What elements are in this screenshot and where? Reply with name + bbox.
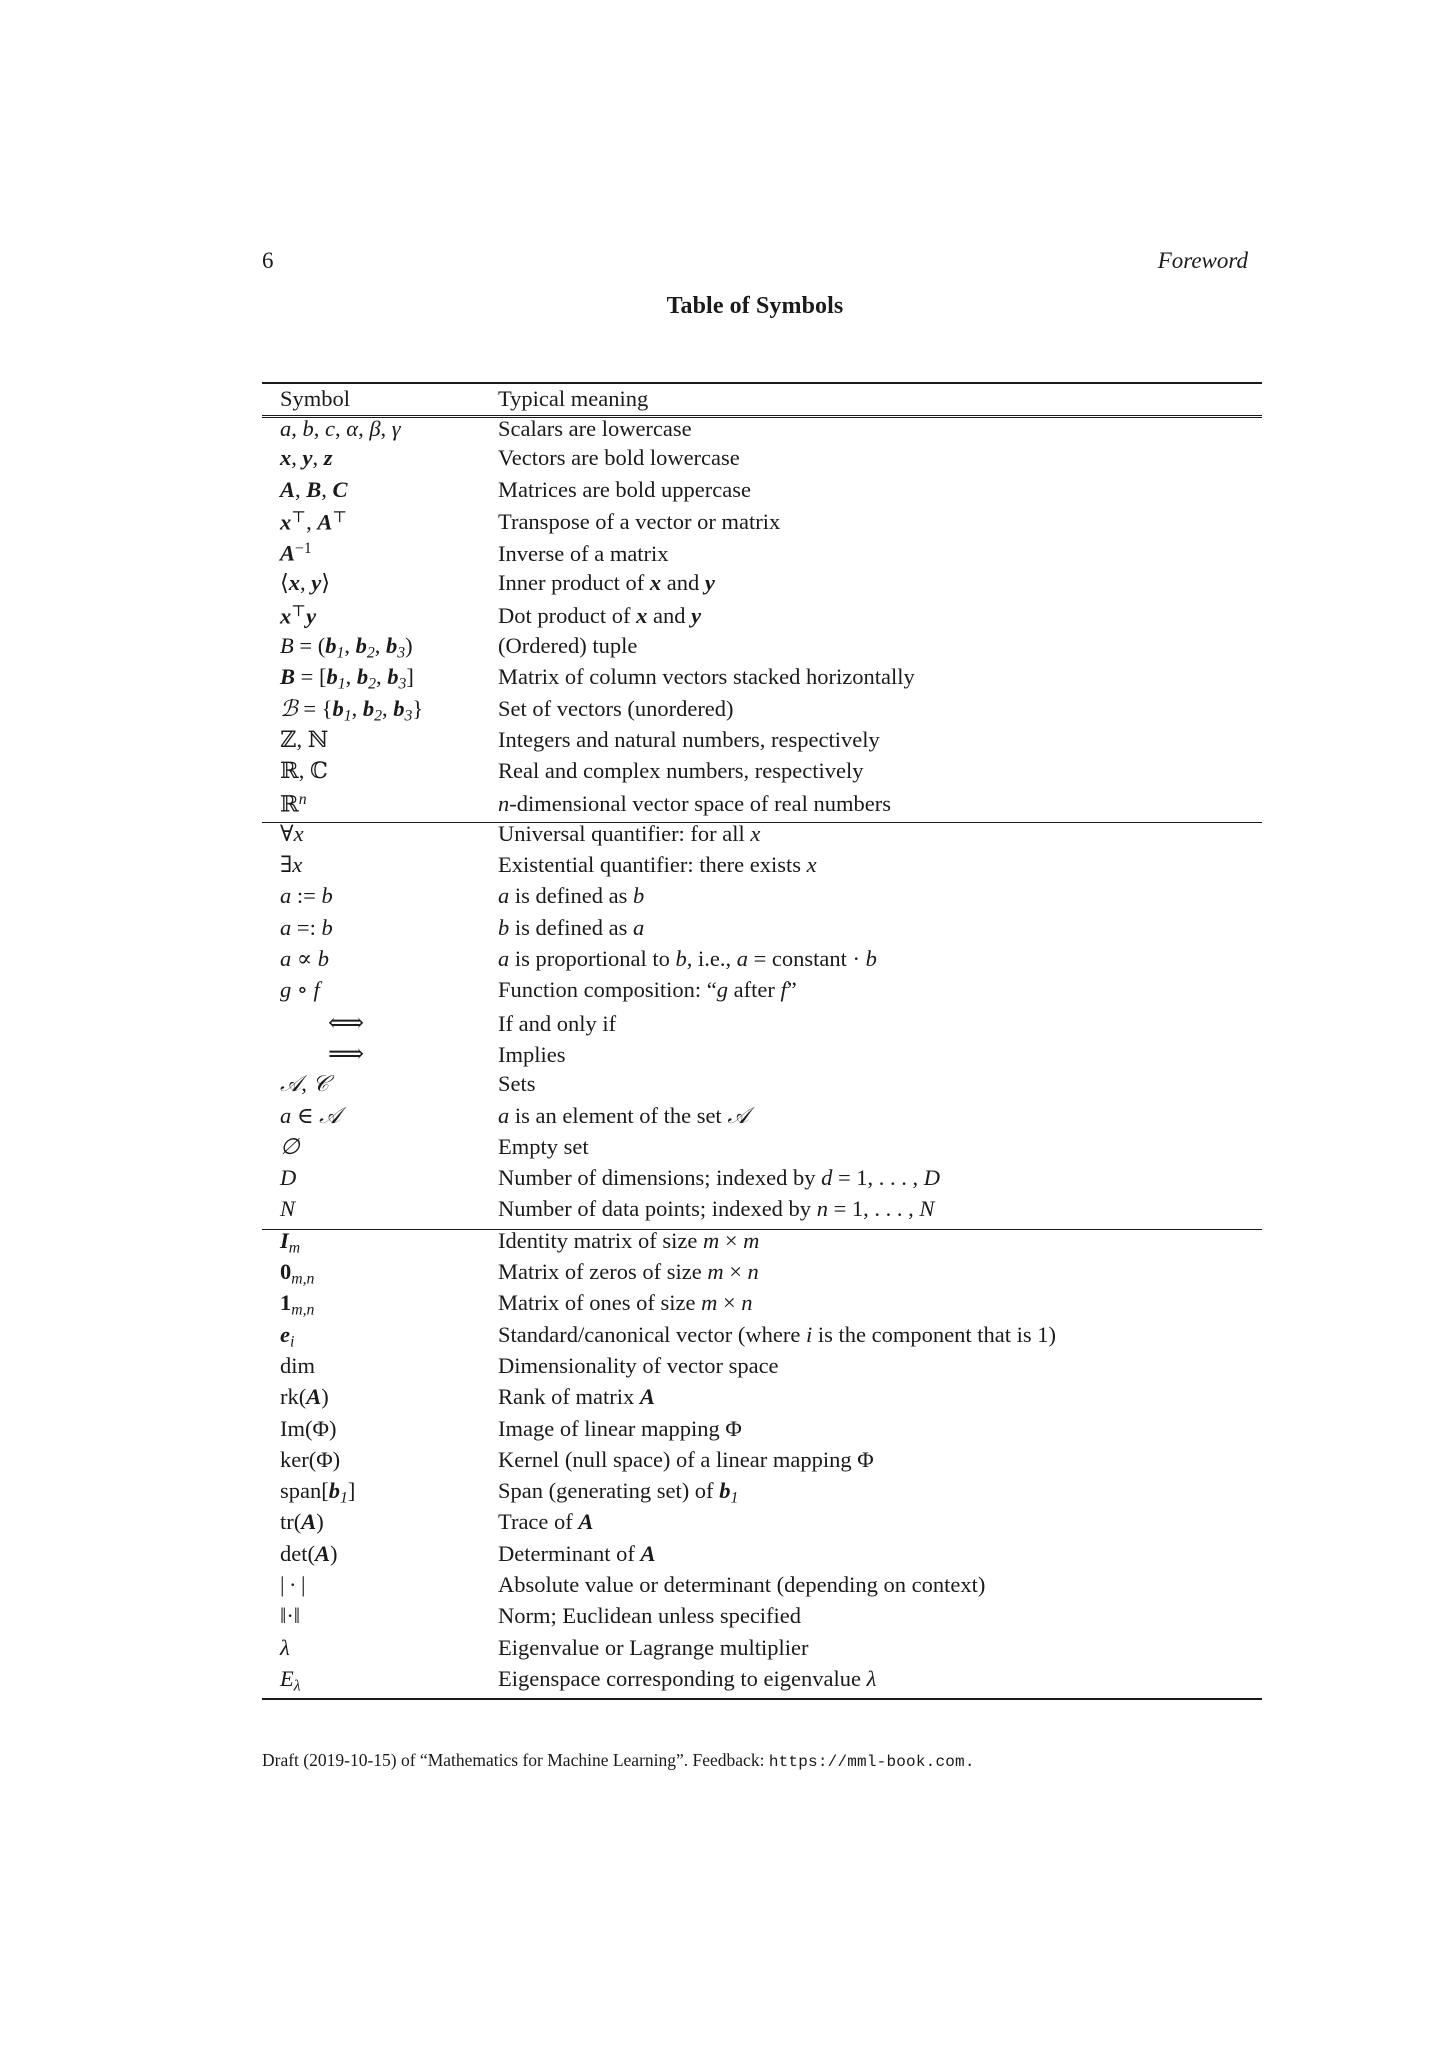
table-row [262, 1605, 1262, 1636]
meaning-cell: If and only if [498, 1010, 617, 1036]
table-row [262, 1355, 1262, 1386]
meaning-cell: Dimensionality of vector space [498, 1352, 779, 1378]
meaning-cell: Matrix of column vectors stacked horizontally [498, 664, 915, 690]
meaning-cell: Empty set [498, 1133, 589, 1159]
symbol-cell: D [280, 1165, 297, 1191]
symbol-cell: $span[b_1]$ [280, 1478, 356, 1507]
meaning-cell: a is defined as b [498, 883, 645, 909]
footer-text: Draft (2019-10-15) of “Mathematics for Machine Learning”. Feedback: [262, 1750, 769, 1770]
meaning-cell: Number of data points; indexed by n = 1, . . . , N [498, 1196, 935, 1222]
meaning-cell: Image of linear mapping Φ [498, 1415, 742, 1441]
meaning-cell: Integers and natural numbers, respectively [498, 726, 880, 752]
meaning-cell: b is defined as a [498, 914, 645, 940]
table-row [262, 760, 1262, 791]
meaning-cell: Scalars are lowercase [492, 416, 1262, 447]
table-row [262, 479, 1262, 510]
symbol-cell: ker(Φ) [280, 1446, 341, 1472]
symbol-cell: ∀x [262, 823, 492, 854]
table-row [262, 854, 1262, 885]
symbol-cell: ℝ$^n$ [280, 790, 307, 818]
meaning-cell: Trace of A [498, 1509, 594, 1535]
symbol-cell: tr(A) [280, 1509, 324, 1535]
table-bottom-rule [262, 1699, 1262, 1730]
meaning-cell: a is an element of the set 𝒜 [498, 1102, 749, 1129]
table-row [262, 1418, 1262, 1449]
meaning-cell: Eigenvalue or Lagrange multiplier [498, 1634, 809, 1660]
symbol-cell: ℬ = {$b_1$, $b_2$, $b_3$} [280, 695, 424, 725]
symbol-cell: A, B, C [280, 476, 348, 502]
meaning-cell: Dot product of x and y [498, 603, 702, 629]
table-row [262, 1136, 1262, 1167]
table-row [262, 1324, 1262, 1355]
meaning-cell: Set of vectors (unordered) [498, 695, 734, 721]
symbol-cell: ℝ, ℂ [280, 758, 328, 785]
meaning-cell: Number of dimensions; indexed by d = 1, . . . , D [498, 1165, 941, 1191]
meaning-cell: Standard/canonical vector (where i is the component that is 1) [498, 1321, 1056, 1347]
meaning-cell: Real and complex numbers, respectively [498, 758, 864, 784]
table-row [262, 885, 1262, 916]
page-footer [262, 1750, 975, 1771]
meaning-cell: Sets [498, 1071, 536, 1097]
meaning-cell: Identity matrix of size m × m [492, 1230, 1262, 1261]
column-header-symbol: Symbol [262, 383, 492, 416]
symbol-cell: $A^{-1}$ [280, 540, 312, 566]
symbol-cell: ⟺ [327, 1009, 365, 1037]
symbol-cell: $e_i$ [280, 1321, 295, 1351]
symbol-cell: a, b, c, α, β, γ [262, 416, 492, 447]
meaning-cell: Implies [498, 1041, 566, 1067]
symbol-cell: ⟨x, y⟩ [280, 570, 331, 596]
table-row [262, 979, 1262, 1010]
symbol-cell: Im(Φ) [280, 1415, 337, 1441]
table-row [262, 447, 1262, 478]
meaning-cell: (Ordered) tuple [498, 633, 638, 659]
meaning-cell: Norm; Euclidean unless specified [498, 1603, 802, 1629]
meaning-cell: n-dimensional vector space of real numbers [498, 791, 891, 817]
symbol-cell: $1_{m,n}$ [280, 1290, 315, 1319]
table-row [262, 635, 1262, 666]
meaning-cell: Span (generating set) of $b_1$ [498, 1478, 739, 1507]
footer-url[interactable]: https://mml-book.com. [768, 1753, 975, 1771]
bottom-rule-right [492, 1699, 1262, 1730]
meaning-cell: Existential quantifier: there exists x [498, 852, 817, 878]
meaning-cell: Determinant of A [498, 1540, 656, 1566]
symbol-cell: | · | [280, 1571, 306, 1597]
table-row [262, 416, 1262, 447]
meaning-cell: Inverse of a matrix [498, 540, 669, 566]
table-row [262, 729, 1262, 760]
table-row [262, 666, 1262, 697]
meaning-cell: Matrices are bold uppercase [498, 476, 752, 502]
symbol-cell: $0_{m,n}$ [280, 1259, 315, 1288]
symbol-cell: ⟹ [327, 1040, 365, 1068]
table-row [262, 1198, 1262, 1229]
meaning-cell: Inner product of x and y [498, 570, 715, 596]
table-row [262, 1230, 1262, 1261]
table-row [262, 1543, 1262, 1574]
page-number: 6 [262, 248, 274, 273]
meaning-cell: Rank of matrix A [498, 1384, 655, 1410]
symbol-cell: a := b [280, 883, 333, 909]
table-row [262, 1073, 1262, 1104]
table-row [262, 792, 1262, 823]
table-header-row [262, 383, 1262, 416]
symbol-cell: ∅ [280, 1133, 300, 1159]
table-row [262, 541, 1262, 572]
symbol-cell: $B = (b_1$, $b_2$, $b_3$) [280, 633, 413, 662]
table-row [262, 1386, 1262, 1417]
table-title: Table of Symbols [666, 293, 844, 319]
table-row [262, 823, 1262, 854]
table-row [262, 1292, 1262, 1323]
symbol-cell: dim [280, 1352, 316, 1378]
table-row [262, 1167, 1262, 1198]
table-row [262, 1637, 1262, 1668]
table-row [262, 1511, 1262, 1542]
symbol-cell: $I_m$ [262, 1230, 492, 1261]
symbols-table [262, 382, 1262, 1730]
table-row [262, 510, 1262, 541]
symbol-cell: x, y, z [280, 445, 333, 471]
symbol-cell: x⊤, A⊤ [280, 508, 348, 535]
table-row [262, 1574, 1262, 1605]
symbol-cell: a ∝ b [280, 946, 329, 972]
bottom-rule-left [262, 1699, 492, 1730]
symbol-cell: det(A) [280, 1540, 338, 1566]
meaning-cell: Transpose of a vector or matrix [498, 509, 781, 535]
table-row [262, 948, 1262, 979]
symbol-cell: $E_\lambda$ [280, 1665, 301, 1695]
meaning-cell: Function composition: “g after f” [498, 977, 797, 1003]
table-row [262, 1042, 1262, 1073]
chapter-name: Foreword [1157, 248, 1248, 273]
symbol-cell: g ∘ f [280, 977, 320, 1003]
meaning-cell: Eigenspace corresponding to eigenvalue λ [498, 1665, 877, 1691]
symbol-cell: a ∈ 𝒜 [280, 1102, 341, 1129]
column-header-meaning: Typical meaning [492, 383, 1262, 416]
table-row [262, 917, 1262, 948]
symbol-cell: N [280, 1196, 296, 1222]
symbol-cell: ∃x [280, 852, 303, 878]
table-row [262, 1480, 1262, 1511]
symbol-cell: ‖·‖ [280, 1603, 301, 1629]
symbol-cell: ℤ, ℕ [280, 726, 329, 753]
meaning-cell: a is proportional to b, i.e., a = constant · b [498, 946, 877, 972]
table-row [262, 572, 1262, 603]
symbol-cell: $B = [b_1$, $b_2$, $b_3$] [280, 664, 414, 693]
meaning-cell: Matrix of ones of size m × n [498, 1290, 753, 1316]
symbol-cell: 𝒜, 𝒞 [280, 1071, 329, 1098]
table-row [262, 1011, 1262, 1042]
meaning-cell: Universal quantifier: for all x [492, 823, 1262, 854]
symbol-cell: a =: b [280, 914, 333, 940]
meaning-cell: Kernel (null space) of a linear mapping Φ [498, 1446, 874, 1472]
symbol-cell: rk(A) [280, 1384, 329, 1410]
table-row [262, 1261, 1262, 1292]
table-row [262, 1449, 1262, 1480]
meaning-cell: Matrix of zeros of size m × n [498, 1259, 759, 1285]
meaning-cell: Vectors are bold lowercase [498, 445, 740, 471]
table-row [262, 1105, 1262, 1136]
running-head [262, 248, 1248, 276]
symbol-cell: x⊤y [280, 602, 317, 629]
table-row [262, 698, 1262, 729]
symbol-cell: λ [280, 1634, 290, 1660]
table-row [262, 1668, 1262, 1699]
meaning-cell: Absolute value or determinant (depending on context) [498, 1571, 986, 1597]
table-row [262, 604, 1262, 635]
